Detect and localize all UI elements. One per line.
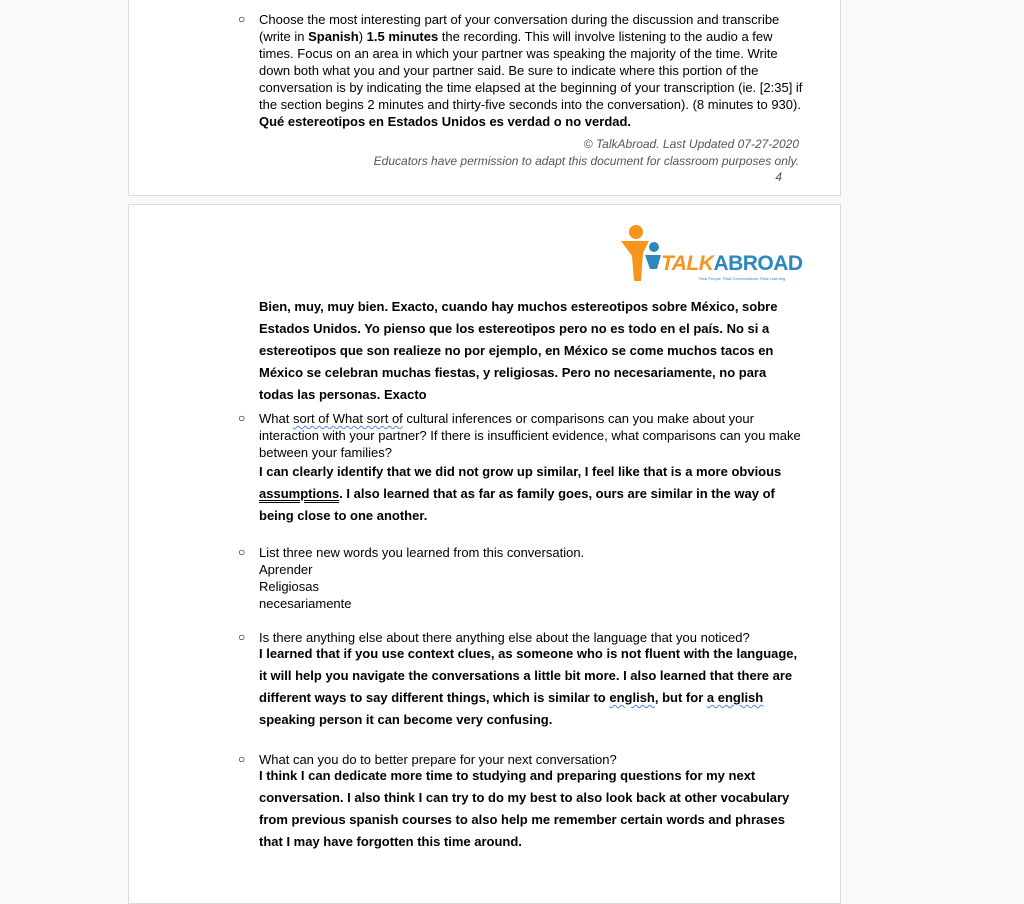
answer-text: , but for <box>654 690 707 705</box>
answer-text: . I also learned that as far as family goes, ours are similar in the way of being close to one another. <box>259 486 775 523</box>
new-word: necesariamente <box>259 596 352 611</box>
instruction-text: the recording. This will involve listening to the audio a few times. Focus on an area in which your partner was speaking the majority of the time. Write down both what you and your partner said. Be sure to indicate where this portion of the conversation is by indicating the time elapsed at the beginning of your transcription (ie. [2:35] if the section begins 2 minutes and thirty-five seconds into the conversation). (8 minutes to 930). <box>259 29 803 112</box>
instruction-text: Choose the most interesting part of your conversation during the discussion and transcribe (write in <box>259 12 780 44</box>
document-page-5 <box>128 204 841 904</box>
question-text: List three new words you learned from this conversation. <box>259 545 585 560</box>
bullet-icon: ○ <box>238 630 246 644</box>
logo-talk: TALK <box>661 252 714 275</box>
question-text: What can you do to better prepare for your next conversation? <box>259 752 617 767</box>
instruction-bold-spanish: Spanish <box>308 29 359 44</box>
transcript-paragraph: Bien, muy, muy bien. Exacto, cuando hay muchos estereotipos sobre México, sobre Estados Unidos. Yo pienso que los estereotipos pero no es todo en el país. No si a estereotipos que son realieze no por ejemplo, en México se come muchos tacos en México se celebran muchas fiestas, y religiosas. Pero no necesariamente, no para todas las personas. Exacto <box>259 299 778 402</box>
spellcheck-suggestion[interactable]: a english <box>706 690 764 705</box>
person-figure-icon <box>617 223 667 285</box>
answer-text: speaking person it can become very confusing. <box>259 712 553 727</box>
language-answer <box>259 643 804 731</box>
talkabroad-logo <box>617 223 802 287</box>
bullet-icon: ○ <box>238 752 246 766</box>
question-text: cultural inferences or comparisons can you make about your interaction with your partner? If there is insufficient evidence, what comparisons can you make between your families? <box>259 411 801 460</box>
prepare-answer: I think I can dedicate more time to studying and preparing questions for my next conversation. I also think I can try to do my best to also look back at other vocabulary from previous spanish courses to also help me remember certain words and phrases that I may have forgotten this time around. <box>259 768 790 849</box>
logo-abroad: ABROAD <box>713 252 803 275</box>
new-words-question <box>238 544 804 612</box>
answer-text: I can clearly identify that we did not grow up similar, I feel like that is a more obvious <box>259 464 782 479</box>
logo-wordmark <box>661 252 803 276</box>
transcribe-instruction <box>238 11 804 130</box>
spellcheck-suggestion[interactable]: sort of What sort of <box>292 411 403 426</box>
document-page-4 <box>128 0 841 196</box>
new-word: Aprender <box>259 562 313 577</box>
question-text: What <box>259 411 293 426</box>
instruction-bold-duration: 1.5 minutes <box>366 29 439 44</box>
answer-text: I learned that if you use context clues, as someone who is not fluent with the language, it will help you navigate the conversations a little bit more. I also learned that there are different ways to say different things, which is similar to <box>259 646 798 705</box>
footer-permission: Educators have permission to adapt this document for classroom purposes only. <box>373 154 799 168</box>
spellcheck-suggestion[interactable]: english <box>609 690 655 705</box>
cultural-answer <box>259 461 804 527</box>
instruction-text: ) <box>358 29 367 44</box>
question-text: Is there anything else about there anything else about the language that you noticed? <box>259 630 750 645</box>
page-number: 4 <box>775 170 782 184</box>
new-word: Religiosas <box>259 579 319 594</box>
bullet-icon: ○ <box>238 545 246 559</box>
page-footer <box>374 136 799 170</box>
bullet-icon: ○ <box>238 12 246 26</box>
bullet-icon: ○ <box>238 411 246 425</box>
logo-tagline: Real People. Real Conversations. Real Learning. <box>699 276 787 281</box>
grammar-suggestion[interactable]: assumptions <box>259 486 340 501</box>
footer-copyright: © TalkAbroad. Last Updated 07-27-2020 <box>583 137 799 151</box>
transcription-answer: Qué estereotipos en Estados Unidos es verdad o no verdad. <box>259 114 632 129</box>
language-question <box>238 629 804 731</box>
prepare-question <box>238 751 804 853</box>
cultural-question <box>238 410 804 527</box>
